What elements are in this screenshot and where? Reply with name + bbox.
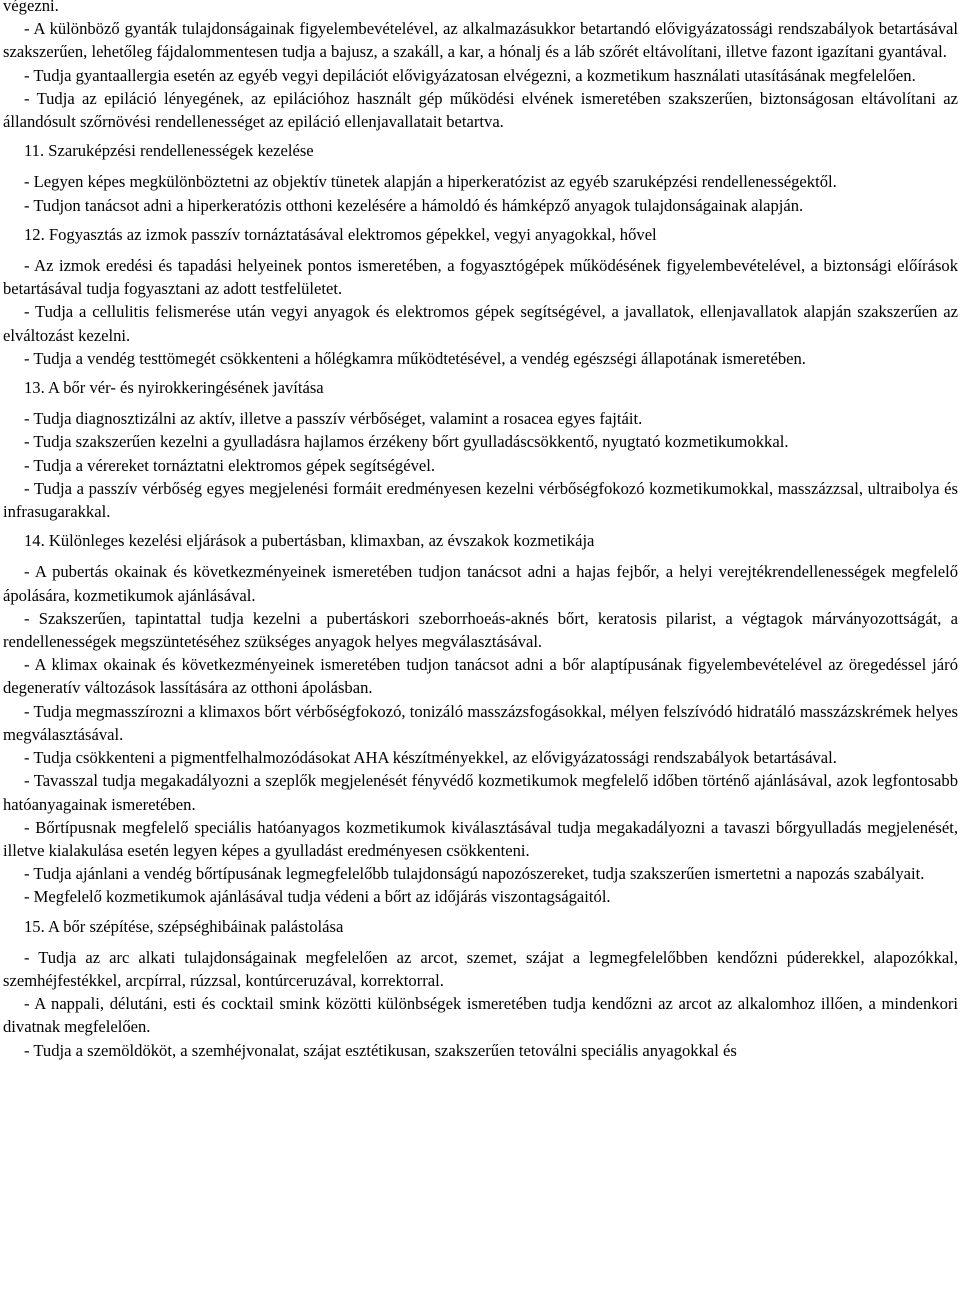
list-item-paragraph: - Tudja a cellulitis felismerése után vegyi anyagok és elektromos gépek segítségével, a javallatok, ellenjavallatok alapján szakszerűen az elváltozást kezelni. <box>3 302 958 345</box>
list-item-paragraph: - A nappali, délutáni, esti és cocktail smink közötti különbségek ismeretében tudja kendőzni az arcot az alkalomhoz illően, a mindenkori divatnak megfelelően. <box>3 994 958 1037</box>
list-item-paragraph: - Tudja szakszerűen kezelni a gyulladásra hajlamos érzékeny bőrt gyulladáscsökkentő, nyugtató kozmetikumokkal. <box>24 432 789 452</box>
list-item-paragraph: - Tudja megmasszírozni a klimaxos bőrt vérbőségfokozó, tonizáló masszázsfogásokkal, mélyen felszívódó hidratáló masszázskrémek helyes megválasztásával. <box>3 701 958 744</box>
list-item-paragraph: - Tudja az arc alkati tulajdonságainak megfelelően az arcot, szemet, szájat a legmegfelelőbben kendőzni púderekkel, alapozókkal, szemhéjfestékkel, arcpírral, rúzzsal, kontúrceruzával, korrektorral. <box>3 947 958 990</box>
list-item-paragraph: - Az izmok eredési és tapadási helyeinek pontos ismeretében, a fogyasztógépek működésének figyelembevételével, a biztonsági előírások betartásával tudja fogyasztani az adott testfelületet. <box>3 256 958 299</box>
list-item-paragraph: - Tudjon tanácsot adni a hiperkeratózis otthoni kezelésére a hámoldó és hámképző anyagok tulajdonságainak alapján. <box>24 195 804 215</box>
list-item-paragraph: - Tudja a passzív vérbőség egyes megjelenési formáit eredményesen kezelni vérbőségfokozó kozmetikumokkal, masszázzsal, ultraibolya és infrasugarakkal. <box>3 478 958 522</box>
section-heading: 12. Fogyasztás az izmok passzív tornáztatásával elektromos gépekkel, vegyi anyagokkal, hővel <box>24 224 657 244</box>
list-item-paragraph: - Tudja az epiláció lényegének, az epilációhoz használt gép működési elvének ismeretében szakszerűen, biztonságosan eltávolítani az állandósult szőrnövési rendellenességet az epiláció ellenjavallatait betartva. <box>3 88 958 132</box>
section-heading: 14. Különleges kezelési eljárások a pubertásban, klimaxban, az évszakok kozmetikája <box>24 531 595 551</box>
list-item-paragraph: - A pubertás okainak és következményeinek ismeretében tudjon tanácsot adni a hajas fejbőr, a helyi verejtékrendellenességek megfelelő ápolására, kozmetikumok ajánlásával. <box>3 562 958 605</box>
section-s11 <box>0 139 960 217</box>
section-s12 <box>0 223 960 370</box>
list-item-paragraph: - Tavasszal tudja megakadályozni a szeplők megjelenését fényvédő kozmetikumok megfelelő időben történő ajánlásával, azok legfontosabb hatóanyagainak ismeretében. <box>3 771 958 814</box>
list-item-paragraph: - Megfelelő kozmetikumok ajánlásával tudja védeni a bőrt az időjárás viszontagságaitól. <box>24 887 611 907</box>
list-item-paragraph: - Tudja a szemöldököt, a szemhéjvonalat, szájat esztétikusan, szakszerűen tetoválni speciális anyagokkal és <box>24 1040 737 1060</box>
section-s15 <box>0 915 960 1062</box>
list-item-paragraph: - Tudja gyantaallergia esetén az egyéb vegyi depilációt elővigyázatosan elvégezni, a kozmetikum használati utasításának megfelelően. <box>24 65 916 85</box>
list-item-paragraph: - Tudja ajánlani a vendég bőrtípusának legmegfelelőbb tulajdonságú napozószereket, tudja szakszerűen ismertetni a napozás szabályait. <box>24 864 925 884</box>
list-item-paragraph: - A klimax okainak és következményeinek ismeretében tudjon tanácsot adni a bőr alaptípusának figyelembevételével az öregedéssel járó degeneratív változások lassítására az otthoni ápolásban. <box>3 655 958 698</box>
section-s13 <box>0 376 960 523</box>
list-item-paragraph: - Bőrtípusnak megfelelő speciális hatóanyagos kozmetikumok kiválasztásával tudja megakadályozni a tavaszi bőrgyulladás megjelenését, illetve kialakulása esetén legyen képes a gyulladást eredményesen csökkenteni. <box>3 817 958 860</box>
list-item-paragraph: - Tudja csökkenteni a pigmentfelhalmozódásokat AHA készítményekkel, az elővigyázatossági rendszabályok betartásával. <box>24 748 837 768</box>
list-item-paragraph: - Tudja a vérereket tornáztatni elektromos gépek segítségével. <box>24 455 436 475</box>
section-heading: 11. Szaruképzési rendellenességek kezelése <box>24 141 314 161</box>
continuation-text: végezni. <box>3 0 59 15</box>
list-item-paragraph: - A különböző gyanták tulajdonságainak figyelembevételével, az alkalmazásukkor betartandó elővigyázatossági rendszabályok betartásával szakszerűen, lehetőleg fájdalommentesen tudja a bajusz, a szakáll, a kar, a hónalj és a láb szőrét eltávolítani, illetve fazont igazítani gyantával. <box>3 19 958 62</box>
section-top <box>0 0 960 133</box>
list-item-paragraph: - Legyen képes megkülönböztetni az objektív tünetek alapján a hiperkeratózist az egyéb szaruképzési rendellenességektől. <box>24 172 837 192</box>
list-item-paragraph: - Szakszerűen, tapintattal tudja kezelni a pubertáskori szeborrhoeás-aknés bőrt, keratosis pilarist, a végtagok márványozottságát, a rendellenességek megszüntetéséhez szükséges anyagok helyes megválasztásával. <box>3 608 958 652</box>
section-heading: 15. A bőr szépítése, szépséghibáinak palástolása <box>24 916 344 936</box>
section-s14 <box>0 529 960 908</box>
section-heading: 13. A bőr vér- és nyirokkeringésének javítása <box>24 378 324 398</box>
list-item-paragraph: - Tudja a vendég testtömegét csökkenteni a hőlégkamra működtetésével, a vendég egészségi állapotának ismeretében. <box>24 348 806 368</box>
list-item-paragraph: - Tudja diagnosztizálni az aktív, illetve a passzív vérbőséget, valamint a rosacea egyes fajtáit. <box>24 409 643 429</box>
